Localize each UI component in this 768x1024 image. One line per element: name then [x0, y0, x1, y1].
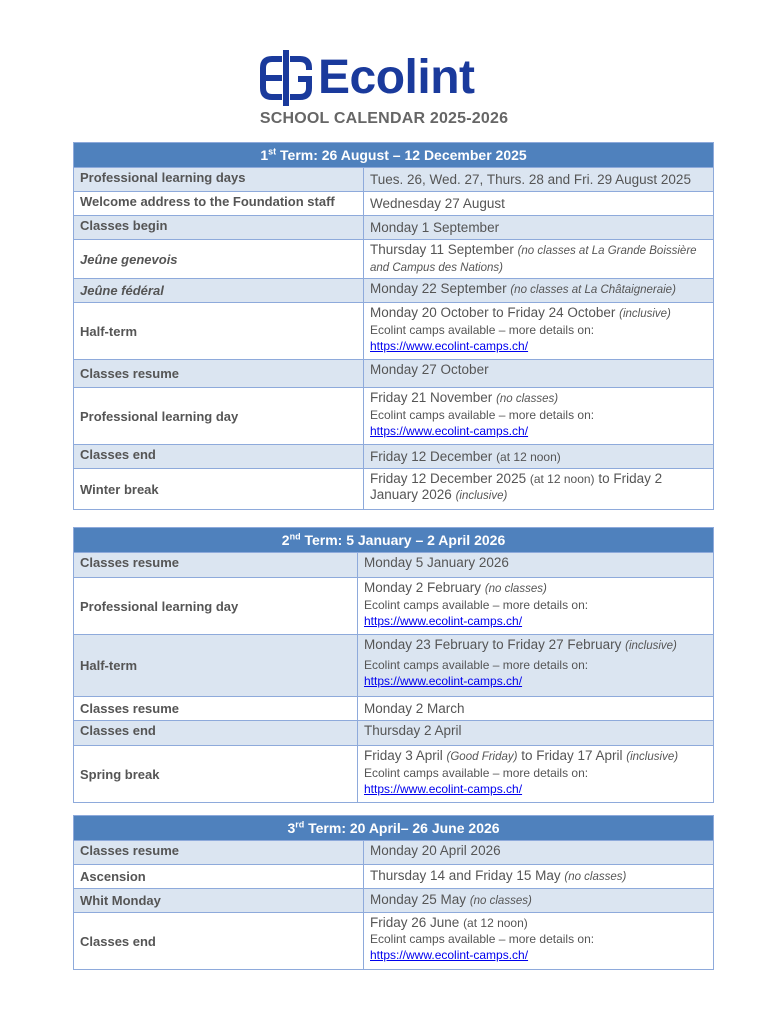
- row-label: Classes end: [74, 445, 364, 469]
- value-text-2: to Friday 2 January 2026: [370, 471, 663, 502]
- term-3-number: 3: [287, 820, 296, 836]
- table-row: [74, 889, 714, 913]
- brand-name: Ecolint: [318, 51, 475, 104]
- page-title: SCHOOL CALENDAR 2025-2026: [259, 110, 509, 127]
- row-label: Spring break: [74, 746, 358, 803]
- term-2-suffix: nd: [289, 531, 301, 542]
- camps-text: Ecolint camps available – more details on:: [364, 658, 589, 672]
- value-text: Friday 26 June: [370, 915, 464, 930]
- term-2-number: 2: [281, 532, 290, 548]
- term-1-title: Term: 26 August – 12 December 2025: [276, 147, 527, 163]
- camps-text: Ecolint camps available – more details on:: [364, 598, 589, 612]
- table-row: [74, 721, 714, 746]
- term-2-header: [74, 528, 714, 553]
- value-text-2: to Friday 17 April: [517, 748, 627, 763]
- ecolint-logo: [258, 50, 475, 106]
- term-1-header: [74, 143, 714, 168]
- row-value: Monday 1 September: [364, 216, 714, 240]
- camps-text: Ecolint camps available – more details on:: [364, 766, 589, 780]
- row-value: [358, 578, 714, 635]
- camps-link[interactable]: https://www.ecolint-camps.ch/: [364, 782, 523, 796]
- term-1-suffix: st: [268, 146, 277, 157]
- row-label: Winter break: [74, 469, 364, 510]
- value-note: (no classes at La Grande Boissière and Campus des Nations): [370, 245, 697, 274]
- camps-link[interactable]: https://www.ecolint-camps.ch/: [370, 339, 529, 353]
- row-value: [364, 279, 714, 303]
- value-text: Monday 23 February to Friday 27 February: [364, 637, 626, 652]
- value-text: Thursday 14 and Friday 15 May: [370, 868, 565, 883]
- value-note-2: (inclusive): [626, 751, 679, 763]
- row-label: Classes resume: [74, 841, 364, 865]
- value-text: Monday 2 February: [364, 580, 485, 595]
- table-row: [74, 240, 714, 279]
- table-row: [74, 388, 714, 445]
- row-label: Classes resume: [74, 360, 364, 388]
- term-2-title: Term: 5 January – 2 April 2026: [300, 532, 506, 548]
- row-label: Half-term: [74, 303, 364, 360]
- table-row: [74, 216, 714, 240]
- value-note: (inclusive): [619, 308, 671, 320]
- row-value: [364, 388, 714, 445]
- value-note: (inclusive): [455, 490, 508, 502]
- row-label: Professional learning day: [74, 578, 358, 635]
- table-row: [74, 303, 714, 360]
- row-label: Classes end: [74, 913, 364, 970]
- row-value: [364, 913, 714, 970]
- row-label: Classes begin: [74, 216, 364, 240]
- term-3-header: [74, 816, 714, 841]
- term-1-table: [73, 142, 714, 510]
- row-label: Professional learning days: [74, 168, 364, 192]
- camps-link[interactable]: https://www.ecolint-camps.ch/: [364, 674, 523, 688]
- table-row: [74, 360, 714, 388]
- value-text: Thursday 11 September: [370, 242, 518, 257]
- table-row: [74, 279, 714, 303]
- table-row: [74, 192, 714, 216]
- row-value: [364, 865, 714, 889]
- row-value: [358, 746, 714, 803]
- table-row: [74, 553, 714, 578]
- row-value: [364, 445, 714, 469]
- table-row: [74, 913, 714, 970]
- header: [0, 0, 768, 140]
- row-value: Wednesday 27 August: [364, 192, 714, 216]
- value-note: (no classes): [484, 583, 547, 595]
- row-value: [364, 240, 714, 279]
- value-text: Monday 20 October to Friday 24 October: [370, 305, 620, 320]
- row-value: [364, 303, 714, 360]
- row-value: [364, 469, 714, 510]
- row-label: Classes resume: [74, 697, 358, 721]
- row-value: Monday 27 October: [364, 360, 714, 388]
- row-value: Thursday 2 April: [358, 721, 714, 746]
- term-1-number: 1: [260, 147, 269, 163]
- ecolint-emblem-icon: [258, 50, 314, 106]
- value-small: (at 12 noon): [529, 472, 595, 486]
- value-small: (at 12 noon): [496, 449, 561, 464]
- camps-link[interactable]: https://www.ecolint-camps.ch/: [364, 614, 523, 628]
- table-row: [74, 168, 714, 192]
- value-small: (at 12 noon): [463, 916, 528, 930]
- row-label: Ascension: [74, 865, 364, 889]
- table-row: [74, 841, 714, 865]
- value-note: (no classes at La Châtaigneraie): [510, 284, 676, 296]
- row-value: Tues. 26, Wed. 27, Thurs. 28 and Fri. 29 August 2025: [364, 168, 714, 192]
- row-value: Monday 2 March: [358, 697, 714, 721]
- value-text: Friday 3 April: [364, 748, 447, 763]
- term-3-table: [73, 815, 714, 970]
- table-row: [74, 746, 714, 803]
- value-text: Friday 12 December: [370, 448, 497, 464]
- term-3-suffix: rd: [295, 819, 305, 830]
- table-row: [74, 445, 714, 469]
- term-2-table: [73, 527, 714, 803]
- value-note: (no classes): [469, 895, 532, 907]
- row-label: Classes resume: [74, 553, 358, 578]
- row-value: Monday 20 April 2026: [364, 841, 714, 865]
- camps-link[interactable]: https://www.ecolint-camps.ch/: [370, 424, 529, 438]
- value-text: Monday 22 September: [370, 281, 511, 296]
- table-row: [74, 469, 714, 510]
- row-value: [364, 889, 714, 913]
- row-label: Half-term: [74, 635, 358, 697]
- camps-text: Ecolint camps available – more details on:: [370, 932, 595, 946]
- table-row: [74, 578, 714, 635]
- row-label: Jeûne fédéral: [74, 279, 364, 303]
- table-row: [74, 697, 714, 721]
- row-label: Whit Monday: [74, 889, 364, 913]
- value-note: (Good Friday): [446, 751, 518, 763]
- value-text: Friday 12 December 2025: [370, 471, 530, 486]
- value-note: (no classes): [564, 871, 627, 883]
- row-value: Monday 5 January 2026: [358, 553, 714, 578]
- row-label: Welcome address to the Foundation staff: [74, 192, 364, 216]
- camps-text: Ecolint camps available – more details on:: [370, 323, 595, 337]
- value-text: Monday 25 May: [370, 892, 470, 907]
- value-note: (inclusive): [625, 640, 677, 652]
- term-3-title: Term: 20 April– 26 June 2026: [304, 820, 500, 836]
- row-label: Classes end: [74, 721, 358, 746]
- row-label: Jeûne genevois: [74, 240, 364, 279]
- camps-text: Ecolint camps available – more details on:: [370, 408, 595, 422]
- camps-link[interactable]: https://www.ecolint-camps.ch/: [370, 948, 529, 962]
- row-label: Professional learning day: [74, 388, 364, 445]
- table-row: [74, 635, 714, 697]
- row-value: [358, 635, 714, 697]
- value-note: (no classes): [496, 393, 559, 405]
- value-text: Friday 21 November: [370, 390, 497, 405]
- table-row: [74, 865, 714, 889]
